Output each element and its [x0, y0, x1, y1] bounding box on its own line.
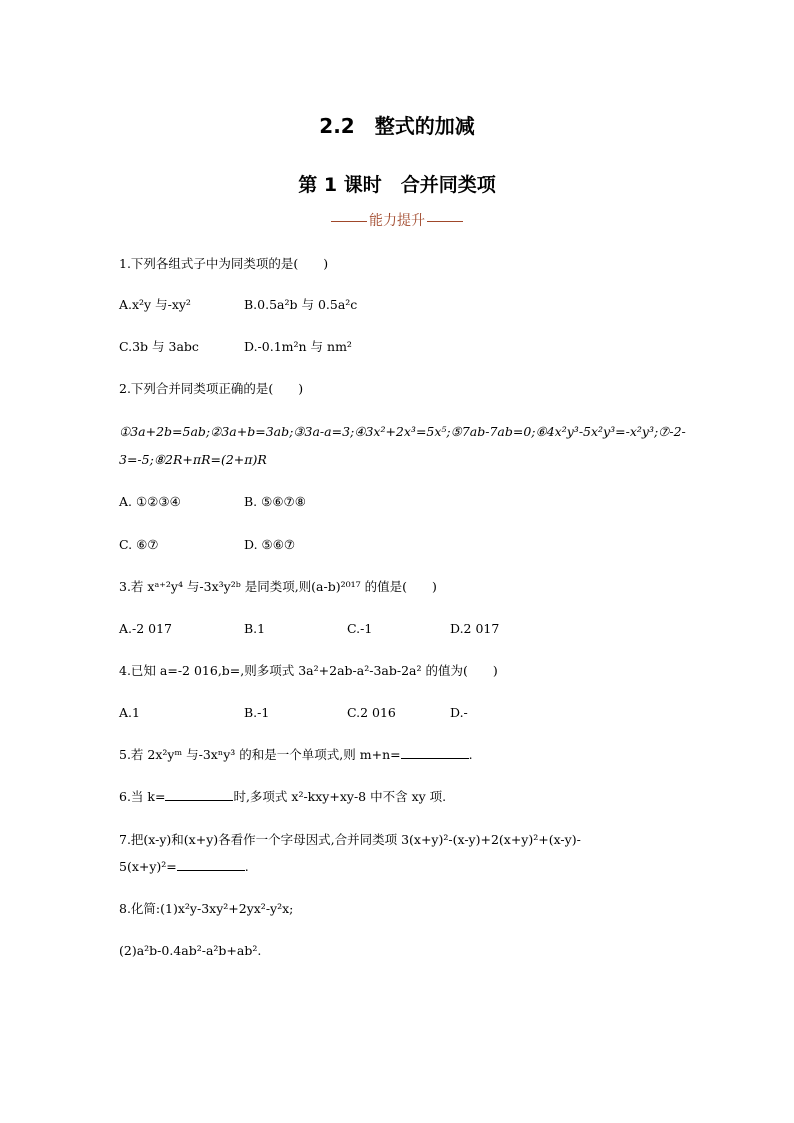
question-3-option-d: D.2 017: [450, 621, 500, 636]
section-heading: [0, 210, 794, 230]
question-3-option-b: B.1: [244, 621, 266, 636]
question-5: [119, 746, 473, 764]
question-1-option-d: D.-0.1m²n 与 nm²: [244, 339, 352, 354]
question-7-line-2: [119, 858, 249, 876]
lesson-title: 第 1 课时 合并同类项: [298, 174, 496, 196]
question-7-end: .: [244, 859, 249, 874]
question-7-line-1: 7.把(x-y)和(x+y)各看作一个字母因式,合并同类项 3(x+y)²-(x-y)+2(x+y)²+(x-y)-: [119, 832, 581, 847]
question-4-stem: 4.已知 a=-2 016,b=,则多项式 3a²+2ab-a²-3ab-2a² 的值为( ): [119, 663, 498, 678]
question-3-stem: 3.若 xᵃ⁺²y⁴ 与-3x³y²ᵇ 是同类项,则(a-b)²⁰¹⁷ 的值是( ): [119, 579, 437, 594]
question-3-option-c: C.-1: [347, 621, 373, 636]
question-2-option-c: C. ⑥⑦: [119, 537, 159, 552]
question-7-answer-blank[interactable]: [177, 858, 245, 871]
question-5-answer-blank[interactable]: [401, 746, 469, 759]
section-label: 能力提升: [369, 213, 425, 229]
question-4-option-c: C.2 016: [347, 705, 396, 720]
question-1-option-b: B.0.5a²b 与 0.5a²c: [244, 297, 358, 312]
question-2-option-a: A. ①②③④: [119, 494, 181, 509]
chapter-title: 2.2 整式的加减: [319, 114, 475, 138]
question-4-option-d: D.-: [450, 705, 468, 720]
question-6-end: 时,多项式 x²-kxy+xy-8 中不含 xy 项.: [233, 789, 447, 804]
question-6-answer-blank[interactable]: [165, 788, 233, 801]
question-2-line-2: 3=-5;⑧2R+πR=(2+π)R: [119, 452, 267, 467]
question-2-option-d: D. ⑤⑥⑦: [244, 537, 296, 552]
question-2-stem: 2.下列合并同类项正确的是( ): [119, 381, 304, 396]
question-6-text: 6.当 k=: [119, 789, 166, 804]
question-1-option-a: A.x²y 与-xy²: [119, 297, 191, 312]
question-2-option-b: B. ⑤⑥⑦⑧: [244, 494, 306, 509]
question-3-option-a: A.-2 017: [119, 621, 173, 636]
question-5-end: .: [468, 747, 473, 762]
question-6: [119, 788, 446, 806]
question-7-text: 5(x+y)²=: [119, 859, 177, 874]
section-rule-right: [427, 221, 463, 222]
question-8-part-2: (2)a²b-0.4ab²-a²b+ab².: [119, 943, 262, 958]
question-8-part-1: 8.化简:(1)x²y-3xy²+2yx²-y²x;: [119, 901, 294, 916]
question-4-option-b: B.-1: [244, 705, 270, 720]
question-2-line-1: ①3a+2b=5ab;②3a+b=3ab;③3a-a=3;④3x²+2x³=5x⁵;⑤7ab-7ab=0;⑥4x²y³-5x²y³=-x²y³;⑦-2-: [119, 424, 686, 439]
question-1-stem: 1.下列各组式子中为同类项的是( ): [119, 256, 329, 271]
section-rule-left: [331, 221, 367, 222]
question-4-option-a: A.1: [119, 705, 140, 720]
question-5-text: 5.若 2x²yᵐ 与-3xⁿy³ 的和是一个单项式,则 m+n=: [119, 747, 401, 762]
question-1-option-c: C.3b 与 3abc: [119, 339, 199, 354]
